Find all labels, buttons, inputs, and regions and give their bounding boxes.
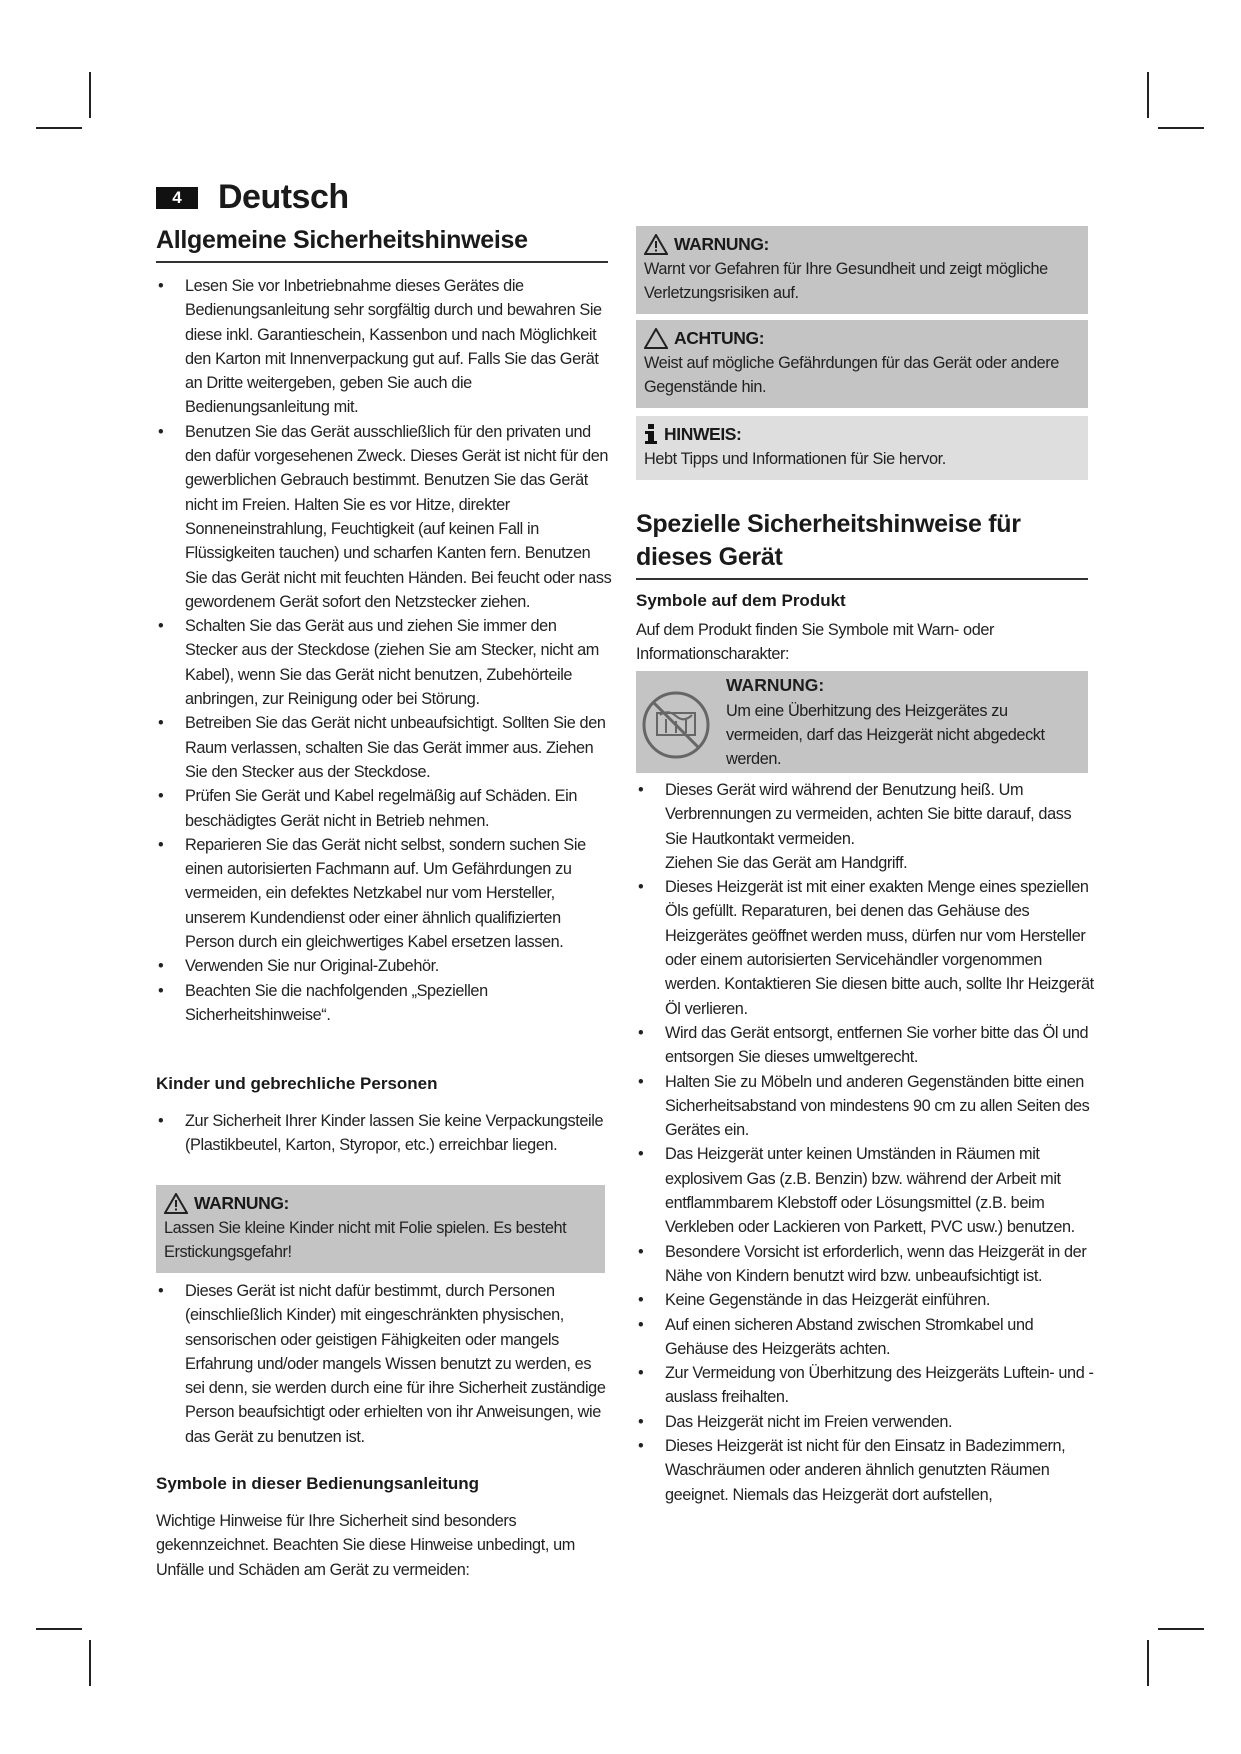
page-header <box>156 178 349 217</box>
children-warning-text: Lassen Sie kleine Kinder nicht mit Folie spielen. Es besteht Erstickungsgefahr! <box>164 1219 567 1261</box>
list-item: • Das Heizgerät unter keinen Umständen in Räumen mit explosivem Gas (z.B. Benzin) bzw. während der Arbeit mit entflammbarem Klebstoff oder Lösungsmittel (z.B. beim Verkleben oder Lackieren von Parkett, PVC usw.) benutzen. <box>636 1142 1094 1239</box>
crop-mark <box>1158 1628 1204 1630</box>
manual-symbols-text: Wichtige Hinweise für Ihre Sicherheit sind besonders gekennzeichnet. Beachten Sie diese Hinweise unbedingt, um Unfälle und Schäden am Gerät zu vermeiden: <box>156 1512 575 1579</box>
product-symbols-heading: Symbole auf dem Produkt <box>636 591 846 610</box>
manual-symbols-heading: Symbole in dieser Bedienungsanleitung <box>156 1474 480 1493</box>
crop-mark <box>89 72 91 118</box>
product-symbols-text: Auf dem Produkt finden Sie Symbole mit Warn- oder Informationscharakter: <box>636 621 995 664</box>
list-item: • Halten Sie zu Möbeln und anderen Gegenständen bitte einen Sicherheitsabstand von mindestens 90 cm zu allen Seiten des Gerätes ein. <box>636 1070 1094 1143</box>
children-list <box>156 1109 612 1158</box>
list-item: • Reparieren Sie das Gerät nicht selbst, sondern suchen Sie einen autorisierten Fachmann auf. Um Gefährdungen zu vermeiden, ein defektes Netzkabel nur vom Hersteller, unserem Kundendienst oder einer ähnlich qualifizierten Person durch ein gleichwertiges Kabel ersetzen lassen. <box>156 833 612 954</box>
list-item: • Dieses Heizgerät ist nicht für den Einsatz in Badezimmern, Waschräumen oder anderen ähnlich genutzten Räumen geeignet. Niemals das Heizgerät dort aufstellen, <box>636 1434 1094 1507</box>
note-legend-title: HINWEIS: <box>664 424 742 444</box>
crop-mark <box>89 1640 91 1686</box>
list-item: • Keine Gegenstände in das Heizgerät einführen. <box>636 1288 1094 1312</box>
crop-mark <box>36 1628 82 1630</box>
list-item: • Benutzen Sie das Gerät ausschließlich für den privaten und den dafür vorgesehenen Zweck. Dieses Gerät ist nicht für den gewerblichen Gebrauch bestimmt. Benutzen Sie das Gerät nicht im Freien. Halten Sie es vor Hitze, direkter Sonneneinstrahlung, Feuchtigkeit (auf keinen Fall in Flüssigkeiten tauchen) und scharfen Kanten fern. Benutzen Sie das Gerät nicht mit feuchten Händen. Bei feucht oder nass gewordenem Gerät sofort den Netzstecker ziehen. <box>156 420 612 614</box>
caution-legend-text: Weist auf mögliche Gefährdungen für das Gerät oder andere Gegenstände hin. <box>644 354 1059 396</box>
list-item: • Auf einen sicheren Abstand zwischen Stromkabel und Gehäuse des Heizgeräts achten. <box>636 1313 1094 1362</box>
warning-triangle-icon <box>644 234 668 255</box>
list-item: • Betreiben Sie das Gerät nicht unbeaufsichtigt. Sollten Sie den Raum verlassen, schalten Sie das Gerät immer aus. Ziehen Sie den Stecker aus der Steckdose. <box>156 711 612 784</box>
do-not-cover-icon <box>640 689 712 761</box>
general-safety-title: Allgemeine Sicherheitshinweise <box>156 224 608 263</box>
caution-legend-box <box>636 320 1088 408</box>
caution-legend-title: ACHTUNG: <box>674 328 765 348</box>
special-safety-list <box>636 778 1094 1507</box>
crop-mark <box>1158 127 1204 129</box>
caution-triangle-icon <box>644 328 668 349</box>
warning-legend-box <box>636 226 1088 314</box>
list-item: • Zur Vermeidung von Überhitzung des Heizgeräts Luftein- und -auslass freihalten. <box>636 1361 1094 1410</box>
crop-mark <box>1147 72 1149 118</box>
crop-mark <box>36 127 82 129</box>
list-item: • Verwenden Sie nur Original-Zubehör. <box>156 954 612 978</box>
general-safety-list <box>156 274 612 1027</box>
list-item: • Beachten Sie die nachfolgenden „Speziellen Sicherheitshinweise“. <box>156 979 612 1028</box>
children-warning-box <box>156 1185 605 1273</box>
do-not-cover-text: Um eine Überhitzung des Heizgerätes zu vermeiden, darf das Heizgerät nicht abgedeckt werden. <box>726 702 1045 768</box>
list-item: • Schalten Sie das Gerät aus und ziehen Sie immer den Stecker aus der Steckdose (ziehen Sie am Stecker, nicht am Kabel), wenn Sie das Gerät nicht benutzen, Zubehörteile anbringen, zur Reinigung oder bei Störung. <box>156 614 612 711</box>
warning-legend-title: WARNUNG: <box>674 234 769 254</box>
list-item: • Dieses Gerät ist nicht dafür bestimmt, durch Personen (einschließlich Kinder) mit eingeschränkten physischen, sensorischen oder geistigen Fähigkeiten oder mangels Erfahrung und/oder mangels Wissen benutzt zu werden, es sei denn, sie werden durch eine für ihre Sicherheit zuständige Person beaufsichtigt oder erhielten von ihr Anweisungen, wie das Gerät zu benutzen ist. <box>156 1279 612 1449</box>
crop-mark <box>1147 1640 1149 1686</box>
list-item: • Dieses Heizgerät ist mit einer exakten Menge eines speziellen Öls gefüllt. Reparaturen, bei denen das Gehäuse des Heizgerätes geöffnet werden muss, dürfen nur vom Hersteller oder einem autorisierten Servicehändler vorgenommen werden. Kontaktieren Sie diesen bitte auch, sollte Ihr Heizgerät Öl verlieren. <box>636 875 1094 1021</box>
page-number: 4 <box>156 187 198 209</box>
list-item: • Wird das Gerät entsorgt, entfernen Sie vorher bitte das Öl und entsorgen Sie dieses umweltgerecht. <box>636 1021 1094 1070</box>
children-list-2 <box>156 1279 612 1449</box>
info-icon <box>644 424 658 444</box>
list-item: • Dieses Gerät wird während der Benutzung heiß. Um Verbrennungen zu vermeiden, achten Sie bitte darauf, dass Sie Hautkontakt vermeiden. Ziehen Sie das Gerät am Handgriff. <box>636 778 1094 875</box>
list-item: • Lesen Sie vor Inbetriebnahme dieses Gerätes die Bedienungsanleitung sehr sorgfältig durch und bewahren Sie diese inkl. Garantieschein, Kassenbon und nach Möglichkeit den Karton mit Innenverpackung gut auf. Falls Sie das Gerät an Dritte weitergeben, geben Sie auch die Bedienungsanleitung mit. <box>156 274 612 420</box>
list-item: • Zur Sicherheit Ihrer Kinder lassen Sie keine Verpackungsteile (Plastikbeutel, Karton, Styropor, etc.) erreichbar liegen. <box>156 1109 612 1158</box>
list-item: • Das Heizgerät nicht im Freien verwenden. <box>636 1410 1094 1434</box>
list-item: • Prüfen Sie Gerät und Kabel regelmäßig auf Schäden. Ein beschädigtes Gerät nicht in Betrieb nehmen. <box>156 784 612 833</box>
do-not-cover-warning-box <box>636 671 1088 773</box>
note-legend-box <box>636 416 1088 480</box>
children-warning-title: WARNUNG: <box>194 1193 289 1213</box>
warning-legend-text: Warnt vor Gefahren für Ihre Gesundheit und zeigt mögliche Verletzungsrisiken auf. <box>644 260 1048 302</box>
note-legend-text: Hebt Tipps und Informationen für Sie hervor. <box>644 450 946 468</box>
special-safety-title: Spezielle Sicherheitshinweise für dieses Gerät <box>636 508 1088 580</box>
do-not-cover-title: WARNUNG: <box>726 675 825 695</box>
list-item: • Besondere Vorsicht ist erforderlich, wenn das Heizgerät in der Nähe von Kindern benutzt wird bzw. unbeaufsichtigt ist. <box>636 1240 1094 1289</box>
language-title: Deutsch <box>218 178 349 216</box>
warning-triangle-icon <box>164 1193 188 1214</box>
children-heading: Kinder und gebrechliche Personen <box>156 1074 438 1093</box>
